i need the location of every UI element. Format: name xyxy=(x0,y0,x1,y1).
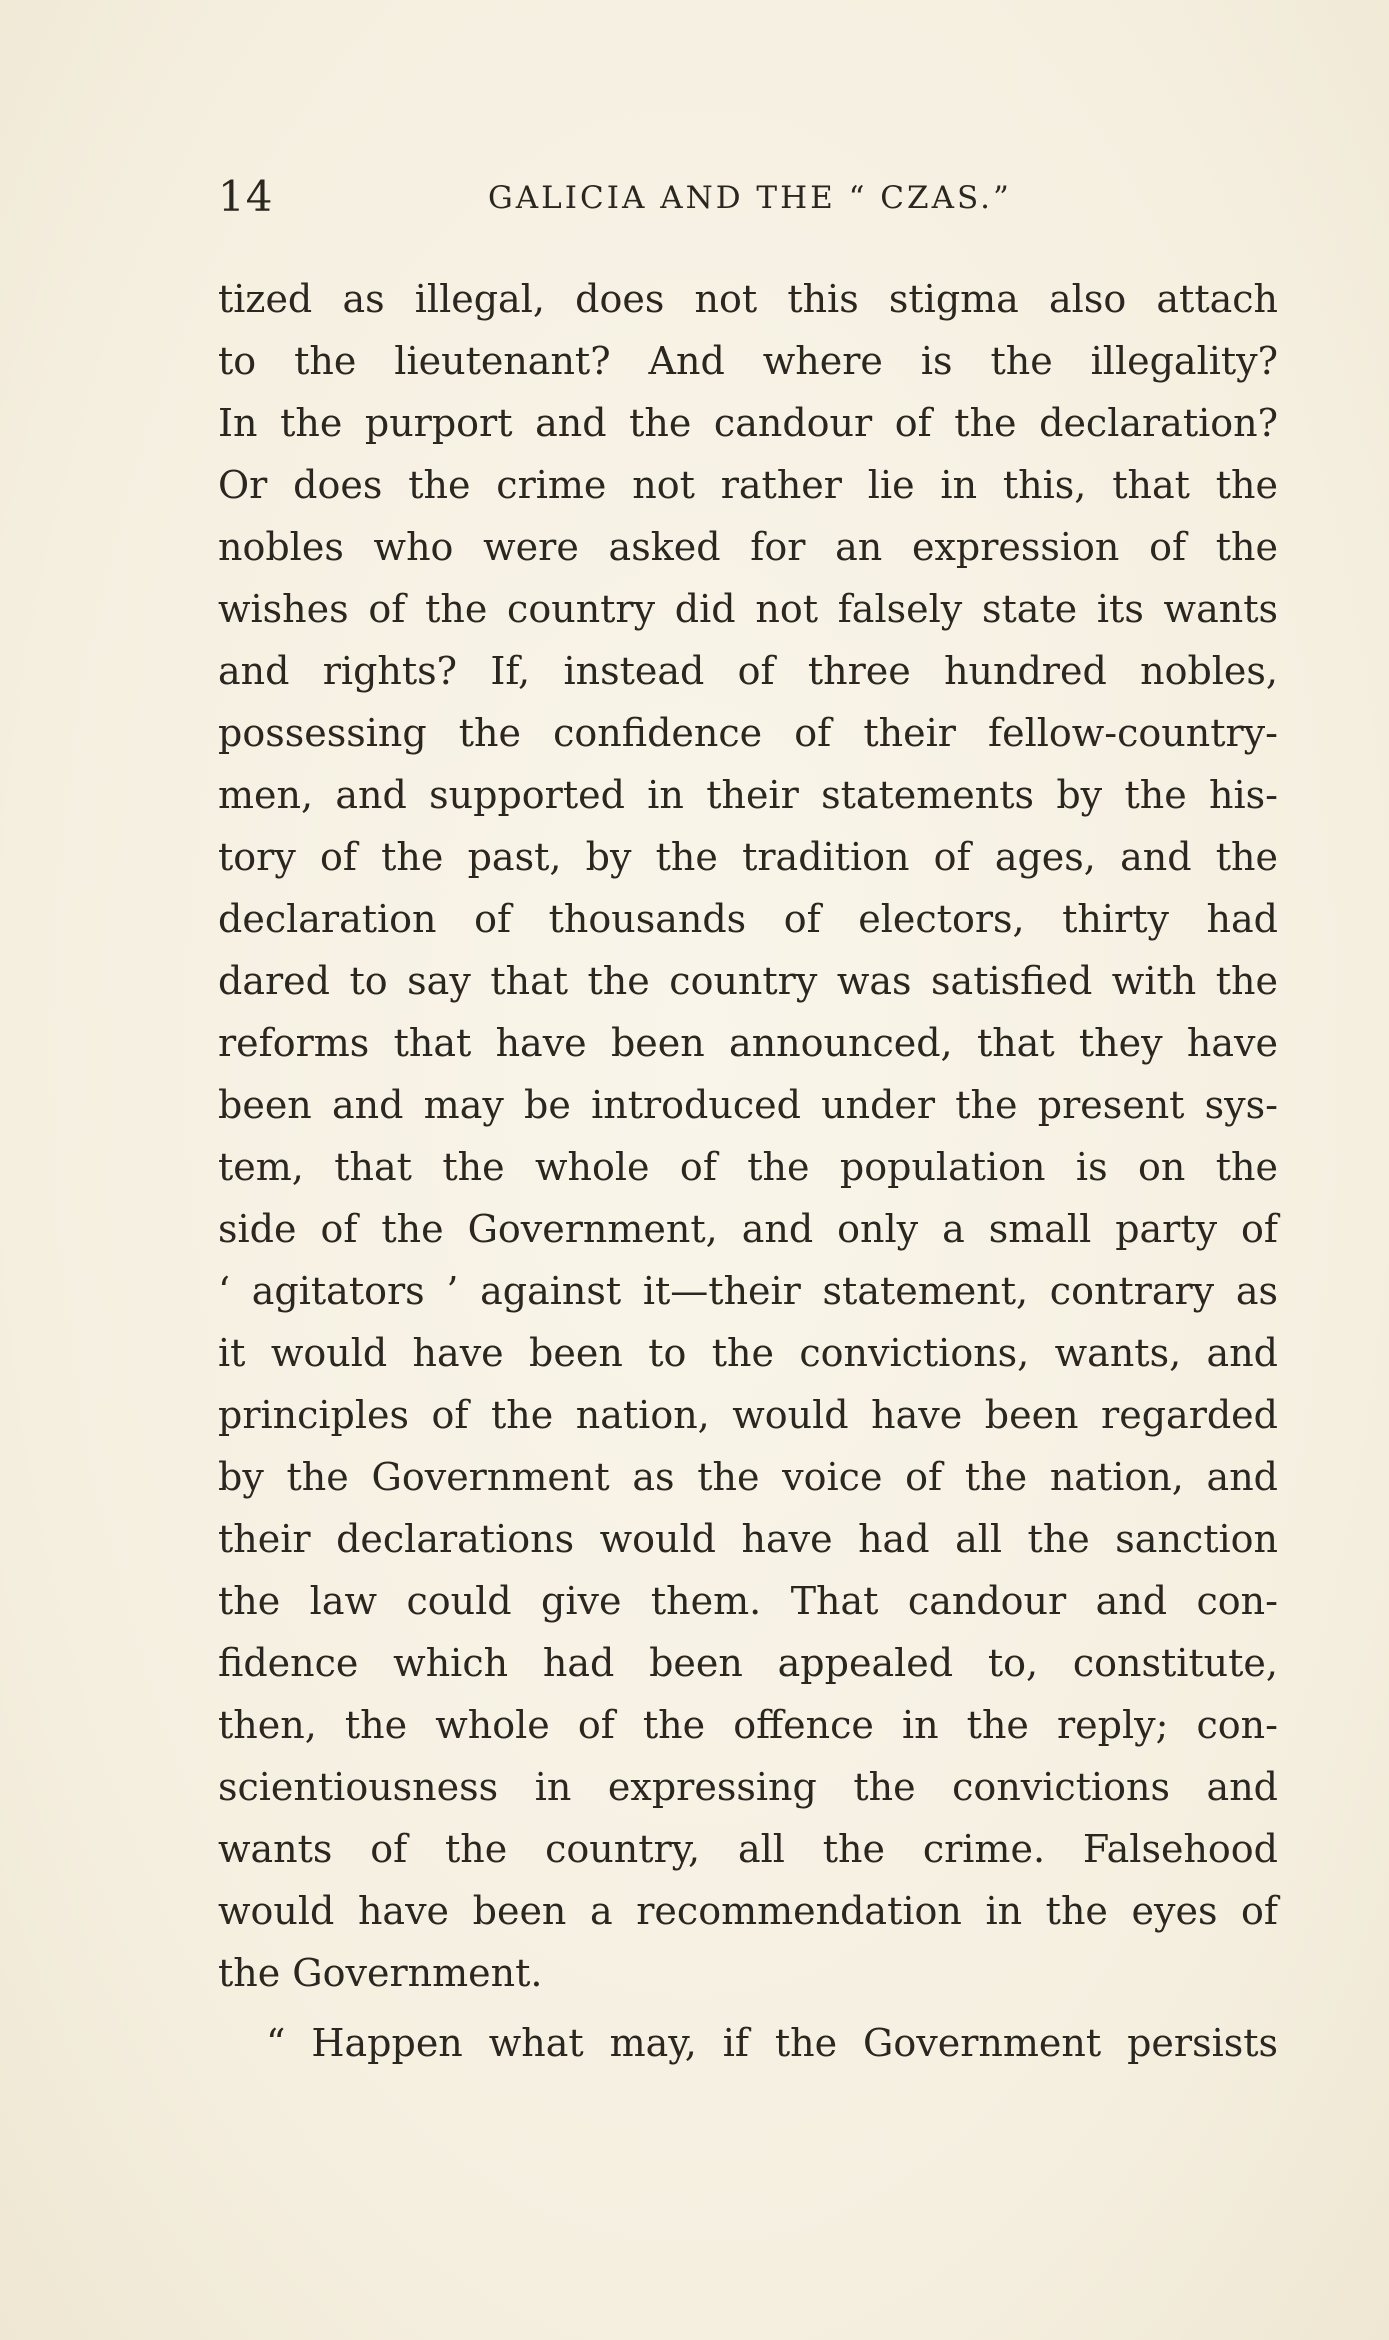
text-line: ‘ agitators ’ against it—their statement, contrary as xyxy=(218,1269,1278,1313)
text-line: men, and supported in their statements by the his- xyxy=(218,773,1278,817)
page-number: 14 xyxy=(218,172,274,221)
text-line: In the purport and the candour of the declaration? xyxy=(218,401,1278,445)
text-line: possessing the confidence of their fellow-country- xyxy=(218,711,1278,755)
text-line: fidence which had been appealed to, constitute, xyxy=(218,1641,1278,1685)
text-line: declaration of thousands of electors, thirty had xyxy=(218,897,1278,941)
paragraph-start-line: “ Happen what may, if the Government persists xyxy=(266,2021,1278,2065)
text-line: side of the Government, and only a small party of xyxy=(218,1207,1278,1251)
text-line: wishes of the country did not falsely state its wants xyxy=(218,587,1278,631)
page-header xyxy=(218,172,1278,232)
text-line: their declarations would have had all the sanction xyxy=(218,1517,1278,1561)
text-line: Or does the crime not rather lie in this, that the xyxy=(218,463,1278,507)
text-line: tem, that the whole of the population is on the xyxy=(218,1145,1278,1189)
body-text xyxy=(218,268,1278,2074)
text-line: nobles who were asked for an expression of the xyxy=(218,525,1278,569)
text-line: then, the whole of the offence in the reply; con- xyxy=(218,1703,1278,1747)
text-line: tized as illegal, does not this stigma also attach xyxy=(218,277,1278,321)
text-line: principles of the nation, would have been regarded xyxy=(218,1393,1278,1437)
text-line: tory of the past, by the tradition of ages, and the xyxy=(218,835,1278,879)
text-line: the law could give them. That candour and con- xyxy=(218,1579,1278,1623)
text-line: dared to say that the country was satisfied with the xyxy=(218,959,1278,1003)
text-line: wants of the country, all the crime. Falsehood xyxy=(218,1827,1278,1871)
text-line: been and may be introduced under the present sys- xyxy=(218,1083,1278,1127)
text-line: and rights? If, instead of three hundred nobles, xyxy=(218,649,1278,693)
text-line: would have been a recommendation in the eyes of xyxy=(218,1889,1278,1933)
text-line: it would have been to the convictions, wants, and xyxy=(218,1331,1278,1375)
running-head: GALICIA AND THE “ CZAS.” xyxy=(488,180,1012,216)
text-line: scientiousness in expressing the convictions and xyxy=(218,1765,1278,1809)
text-line: reforms that have been announced, that they have xyxy=(218,1021,1278,1065)
paragraph-end-line: the Government. xyxy=(218,1951,543,1995)
text-line: by the Government as the voice of the nation, and xyxy=(218,1455,1278,1499)
text-line: to the lieutenant? And where is the illegality? xyxy=(218,339,1278,383)
